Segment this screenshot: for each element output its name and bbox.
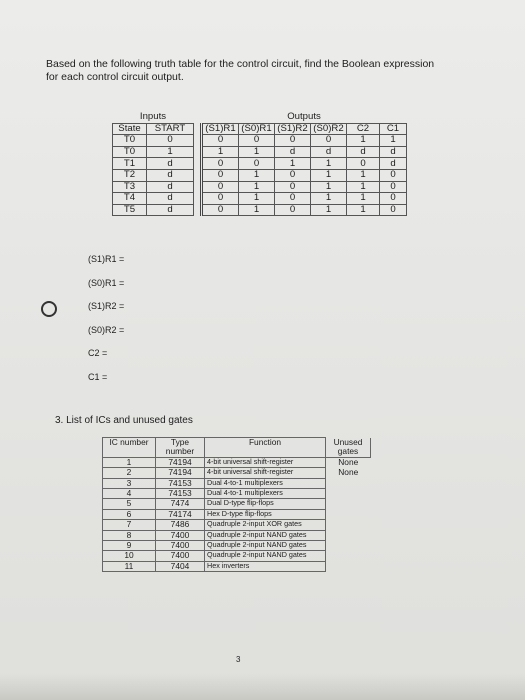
truth-table-group-header xyxy=(113,112,407,123)
section-3-title: 3. List of ICs and unused gates xyxy=(55,415,193,426)
outputs-label: Outputs xyxy=(287,111,321,123)
table-row: T1 d 0 0 1 1 0 d xyxy=(113,158,407,170)
page-edge-shadow xyxy=(0,674,525,700)
col-header: Unused gates xyxy=(326,438,371,458)
truth-table-header xyxy=(113,123,407,135)
col-header: IC number xyxy=(103,438,156,458)
table-row: 9 7400 Quadruple 2-input NAND gates xyxy=(103,541,371,551)
table-row: T0 1 1 1 d d d d xyxy=(113,146,407,158)
table-row: 2 74194 4-bit universal shift-register None xyxy=(103,468,371,478)
table-row: T3 d 0 1 0 1 1 0 xyxy=(113,181,407,193)
col-header: State xyxy=(113,123,147,135)
table-row: 11 7404 Hex inverters xyxy=(103,561,371,571)
table-row: 6 74174 Hex D-type flip-flops xyxy=(103,509,371,519)
table-row: T0 0 0 0 0 0 1 1 xyxy=(113,135,407,147)
equation-s1-r2: (S1)R2 = xyxy=(88,301,125,311)
col-header: Function xyxy=(205,438,326,458)
ic-table xyxy=(102,437,371,572)
col-header: C1 xyxy=(380,123,407,135)
equation-c2: C2 = xyxy=(88,348,108,358)
table-row: T4 d 0 1 0 1 1 0 xyxy=(113,193,407,205)
inputs-label: Inputs xyxy=(139,111,167,123)
equation-list xyxy=(88,253,124,394)
ic-table-header xyxy=(103,438,371,458)
table-row: 10 7400 Quadruple 2-input NAND gates xyxy=(103,551,371,561)
table-row: 7 7486 Quadruple 2-input XOR gates xyxy=(103,520,371,530)
table-row: 3 74153 Dual 4-to-1 multiplexers xyxy=(103,478,371,488)
table-row: T2 d 0 1 0 1 1 0 xyxy=(113,169,407,181)
table-row: 1 74194 4-bit universal shift-register None xyxy=(103,457,371,467)
radio-circle-icon xyxy=(41,301,57,317)
truth-table xyxy=(112,112,407,216)
col-header: (S1)R1 xyxy=(202,123,239,135)
col-header: START xyxy=(147,123,194,135)
table-row: 5 7474 Dual D-type flip-flops xyxy=(103,499,371,509)
equation-s0-r2: (S0)R2 = xyxy=(88,324,125,335)
equation-s0-r1: (S0)R1 = xyxy=(88,277,125,288)
col-header: C2 xyxy=(347,123,380,135)
col-header: Type number xyxy=(156,438,205,458)
col-header: (S1)R2 xyxy=(275,123,311,135)
intro-text: Based on the following truth table for the control circuit, find the Boolean expression for each control circuit output. xyxy=(46,58,435,83)
col-header: (S0)R1 xyxy=(239,123,275,135)
page-number: 3 xyxy=(236,655,241,664)
table-row: 8 7400 Quadruple 2-input NAND gates xyxy=(103,530,371,540)
equation-s1-r1: (S1)R1 = xyxy=(88,254,125,264)
equation-c1: C1 = xyxy=(88,371,108,382)
col-header: (S0)R2 xyxy=(311,123,347,135)
table-row: 4 74153 Dual 4-to-1 multiplexers xyxy=(103,489,371,499)
table-row: T5 d 0 1 0 1 1 0 xyxy=(113,204,407,216)
